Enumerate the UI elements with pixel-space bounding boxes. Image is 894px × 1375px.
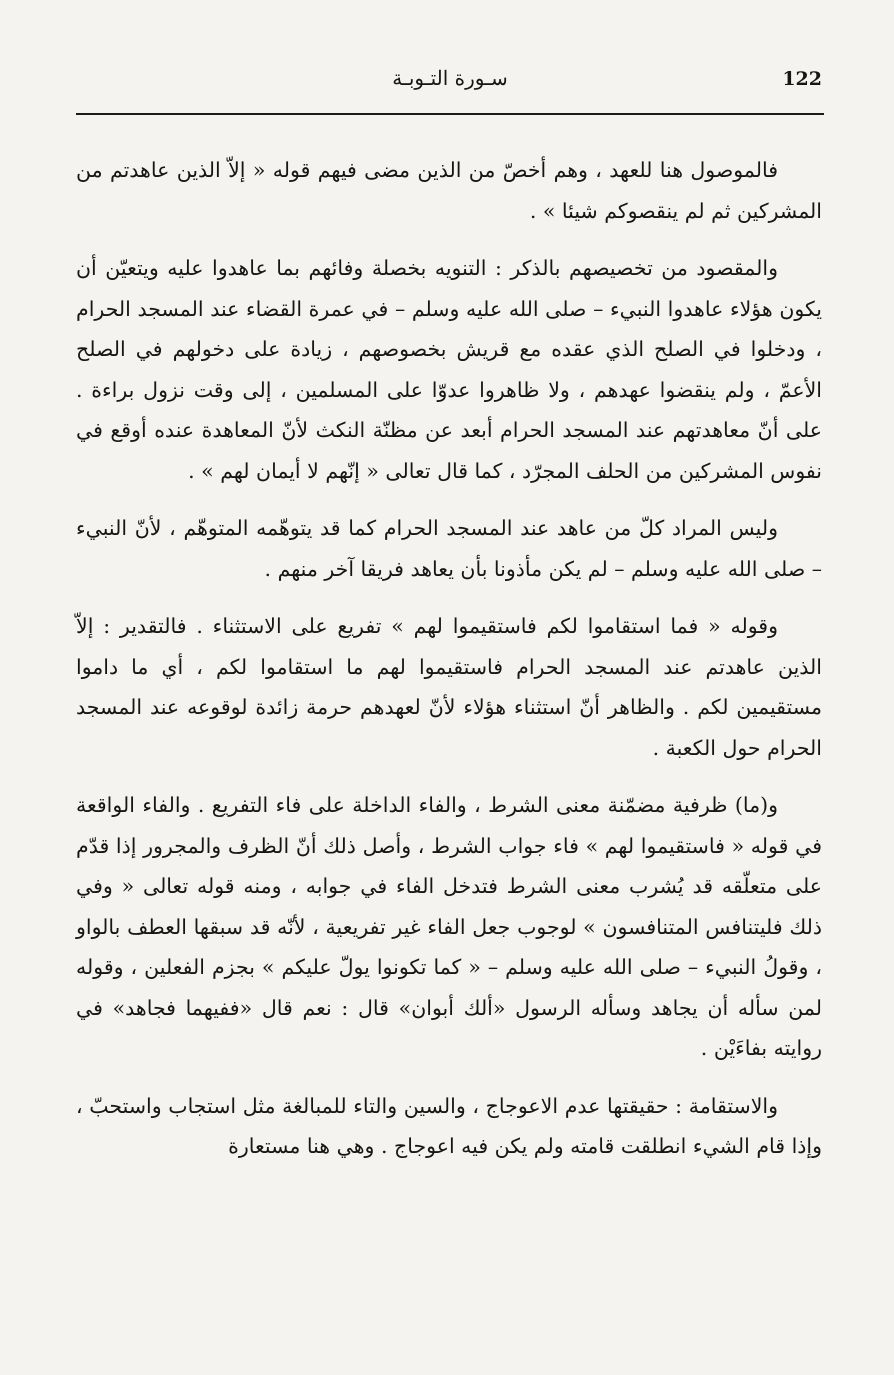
page-number: 122 — [782, 68, 822, 90]
running-title: سـورة التـوبـة — [392, 66, 508, 90]
paragraph: وقوله « فما استقاموا لكم فاستقيموا لهم » تفريع على الاستثناء . فالتقدير : إلاّ الذين عاهدتم عند المسجد الحرام فاستقيموا لهم ما استقاموا لكم ، أي ما داموا مستقيمين لكم . والظاهر أنّ استثناء هؤلاء لأنّ لعهدهم حرمة زائدة لوقوعه عند المسجد الحرام حول الكعبة . — [76, 614, 822, 760]
page-header — [76, 62, 824, 108]
paragraph: والمقصود من تخصيصهم بالذكر : التنويه بخصلة وفائهم بما عاهدوا عليه ويتعيّن أن يكون هؤلاء عاهدوا النبيء – صلى الله عليه وسلم – في عمرة القضاء عند المسجد الحرام ، ودخلوا في الصلح الذي عقده مع قريش بخصوصهم ، زيادة على دخولهم في الصلح الأعمّ ، ولم ينقضوا عهدهم ، ولا ظاهروا عدوّا على المسلمين ، إلى وقت نزول براءة . على أنّ معاهدتهم عند المسجد الحرام أبعد عن مظنّة النكث لأنّ المعاهدة عنده أوقع في نفوس المشركين من الحلف المجرّد ، كما قال تعالى « إنّهم لا أيمان لهم » . — [76, 256, 822, 483]
header-divider — [76, 113, 824, 115]
paragraph: فالموصول هنا للعهد ، وهم أخصّ من الذين مضى فيهم قوله « إلاّ الذين عاهدتم من المشركين ثم لم ينقصوكم شيئا » . — [76, 158, 822, 223]
paragraph: وليس المراد كلّ من عاهد عند المسجد الحرام كما قد يتوهّمه المتوهّم ، لأنّ النبيء – صلى الله عليه وسلم – لم يكن مأذونا بأن يعاهد فريقا آخر منهم . — [76, 516, 822, 581]
page-body — [76, 150, 822, 1167]
paragraph: والاستقامة : حقيقتها عدم الاعوجاج ، والسين والتاء للمبالغة مثل استجاب واستحبّ ، وإذا قام الشيء انطلقت قامته ولم يكن فيه اعوجاج . وهي هنا مستعارة — [76, 1093, 822, 1158]
paragraph: و(ما) ظرفية مضمّنة معنى الشرط ، والفاء الداخلة على فاء التفريع . والفاء الواقعة في قوله « فاستقيموا لهم » فاء جواب الشرط ، وأصل ذلك أنّ الظرف والمجرور إذا قدّم على متعلّقه قد يُشرب معنى الشرط فتدخل الفاء في جوابه ، ومنه قوله تعالى « وفي ذلك فليتنافس المتنافسون » لوجوب جعل الفاء غير تفريعية ، لأنّه قد سبقها العطف بالواو ، وقولُ النبيء – صلى الله عليه وسلم – « كما تكونوا يولّ عليكم » بجزم الفعلين ، وقوله لمن سأله أن يجاهد وسأله الرسول «ألك أبوان» قال : نعم قال «ففيهما فجاهد» في روايته بفاءَيْن . — [76, 793, 822, 1060]
